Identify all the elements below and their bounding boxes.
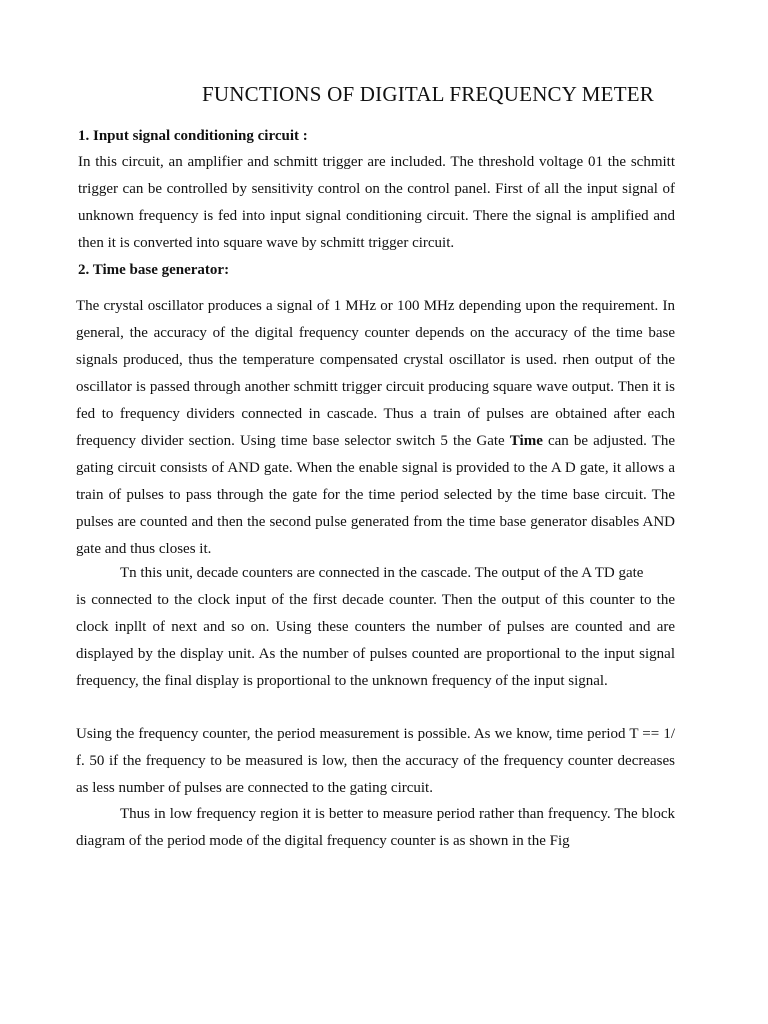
paragraph-time-base xyxy=(76,293,675,563)
paragraph-time-base-bold-word: Time xyxy=(509,433,543,449)
paragraph-decade-counters xyxy=(76,560,675,695)
paragraph-time-base-part2: can be adjusted. The gating circuit consists of AND gate. When the enable signal is provided to the A D gate, it allows a train of pulses to pass through the gate for the time period selected by the time base circuit. The pulses are counted and then the second pulse generated from the time base generator disables AND gate and thus closes it. xyxy=(76,433,675,557)
paragraph-input-conditioning: In this circuit, an amplifier and schmitt trigger are included. The threshold voltage 01 the schmitt trigger can be controlled by sensitivity control on the control panel. First of all the input signal of unknown frequency is fed into input signal conditioning circuit. There the signal is amplified and then it is converted into square wave by schmitt trigger circuit. xyxy=(78,154,675,251)
section-heading-input-conditioning: 1. Input signal conditioning circuit : xyxy=(78,128,308,144)
section-heading-time-base: 2. Time base generator: xyxy=(78,262,230,278)
paragraph-low-frequency: Thus in low frequency region it is better to measure period rather than frequency. The block diagram of the period mode of the digital frequency counter is as shown in the Fig xyxy=(76,806,675,849)
page-title: FUNCTIONS OF DIGITAL FREQUENCY METER xyxy=(202,82,654,106)
paragraph-decade-counters-first-line: Tn this unit, decade counters are connected in the cascade. The output of the A TD gate xyxy=(120,565,644,581)
paragraph-time-base-part1: The crystal oscillator produces a signal of 1 MHz or 100 MHz depending upon the requirement. In general, the accuracy of the digital frequency counter depends on the accuracy of the time base signals produced, thus the temperature compensated crystal oscillator is used. rhen output of the oscillator is passed through another schmitt trigger circuit producing square wave output. Then it is fed to frequency dividers connected in cascade. Thus a train of pulses are obtained after each frequency divider section. Using time base selector switch 5 the Gate xyxy=(76,298,675,449)
paragraph-decade-counters-rest: is connected to the clock input of the first decade counter. Then the output of this counter to the clock inpllt of next and so on. Using these counters the number of pulses are counted and are displayed by the display unit. As the number of pulses counted are proportional to the input signal frequency, the final display is proportional to the unknown frequency of the input signal. xyxy=(76,592,675,689)
paragraph-period-measurement: Using the frequency counter, the period measurement is possible. As we know, time period T == 1/ f. 50 if the frequency to be measured is low, then the accuracy of the frequency counter decreases as less number of pulses are connected to the gating circuit. xyxy=(76,726,675,796)
